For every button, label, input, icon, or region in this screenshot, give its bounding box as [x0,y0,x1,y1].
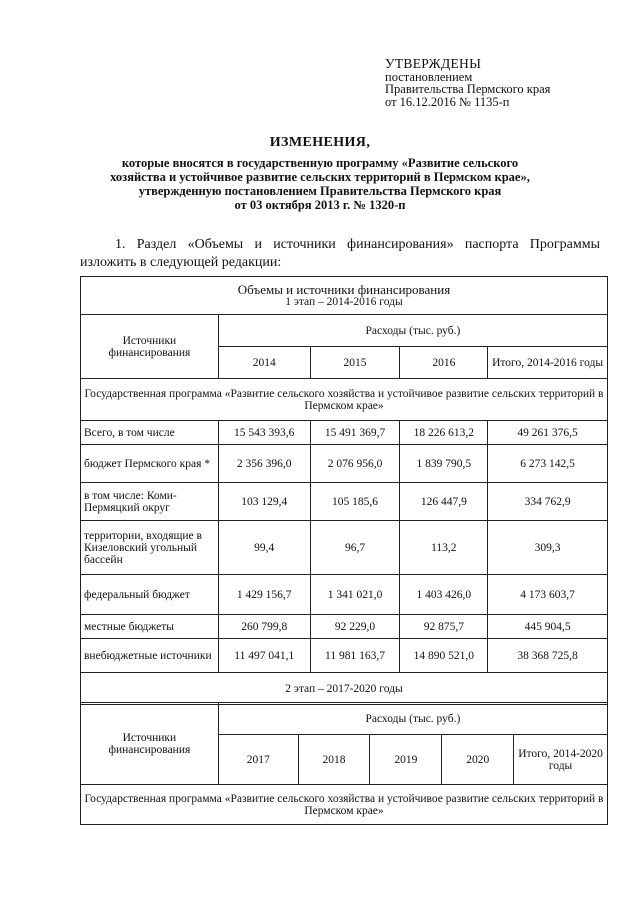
table-cell: 92 229,0 [310,615,400,639]
table-cell: 1 403 426,0 [400,575,488,615]
table-cell: 15 491 369,7 [310,421,400,445]
table-cell: 11 497 041,1 [218,639,310,673]
total-header: Итого, 2014-2020 годы [514,735,608,785]
row-label: бюджет Пермского края * [81,445,219,483]
approval-heading: УТВЕРЖДЕНЫ [385,56,482,71]
stage-label: 2 этап – 2017-2020 годы [81,673,608,705]
table-cell: 15 543 393,6 [218,421,310,445]
expenses-header: Расходы (тыс. руб.) [218,315,607,347]
approval-stamp [385,58,550,108]
approval-line: Правительства Пермского края [385,82,551,96]
table-cell: 260 799,8 [218,615,310,639]
table-cell: 18 226 613,2 [400,421,488,445]
financing-table-stage2 [80,702,608,825]
table-cell: 105 185,6 [310,483,400,521]
table-cell: 11 981 163,7 [310,639,400,673]
year-header: 2018 [298,735,370,785]
year-header: 2016 [400,347,488,379]
year-header: 2019 [370,735,442,785]
total-header: Итого, 2014-2016 годы [488,347,608,379]
table-cell: 92 875,7 [400,615,488,639]
table-cell: 6 273 142,5 [488,445,608,483]
table-cell: 126 447,9 [400,483,488,521]
table-cell: 445 904,5 [488,615,608,639]
table-cell: 1 429 156,7 [218,575,310,615]
year-header: 2017 [218,735,298,785]
stage-label: 1 этап – 2014-2016 годы [285,295,403,308]
approval-line: постановлением [385,69,473,84]
table-cell: 309,3 [488,521,608,575]
table-cell: 4 173 603,7 [488,575,608,615]
table-caption: Объемы и источники финансирования [237,281,451,297]
financing-table-stage1 [80,276,608,705]
row-label: Всего, в том числе [81,421,219,445]
table-cell: 38 368 725,8 [488,639,608,673]
subtitle-line: которые вносятся в государственную программу «Развитие сельского [121,156,519,170]
body-paragraph: 1. Раздел «Объемы и источники финансирования» паспорта Программы изложить в следующей редакции: [80,237,600,270]
program-row: Государственная программа «Развитие сельского хозяйства и устойчивое развитие сельских территорий в Пермском крае» [81,379,608,421]
table-cell: 103 129,4 [218,483,310,521]
table-cell: 1 839 790,5 [400,445,488,483]
program-row: Государственная программа «Развитие сельского хозяйства и устойчивое развитие сельских территорий в Пермском крае» [81,785,608,825]
sources-header: Источники финансирования [81,703,219,785]
table-cell: 96,7 [310,521,400,575]
row-label: внебюджетные источники [81,639,219,673]
table-cell: 2 356 396,0 [218,445,310,483]
year-header: 2015 [310,347,400,379]
table-caption-cell [81,277,608,315]
subtitle-line: утвержденную постановлением Правительства Пермского края [138,184,502,198]
table-cell: 2 076 956,0 [310,445,400,483]
row-label: федеральный бюджет [81,575,219,615]
approval-date: от 16.12.2016 № 1135-п [385,94,510,109]
expenses-header: Расходы (тыс. руб.) [218,703,607,735]
document-title: ИЗМЕНЕНИЯ, [269,135,371,150]
row-label: в том числе: Коми-Пермяцкий округ [81,483,219,521]
table-cell: 49 261 376,5 [488,421,608,445]
row-label: местные бюджеты [81,615,219,639]
subtitle-line: от 03 октября 2013 г. № 1320-п [234,198,406,212]
table-cell: 334 762,9 [488,483,608,521]
table-cell: 14 890 521,0 [400,639,488,673]
year-header: 2020 [442,735,514,785]
year-header: 2014 [218,347,310,379]
row-label: территории, входящие в Кизеловский угольный бассейн [81,521,219,575]
table-cell: 99,4 [218,521,310,575]
sources-header: Источники финансирования [81,315,219,379]
table-cell: 1 341 021,0 [310,575,400,615]
table-cell: 113,2 [400,521,488,575]
subtitle-line: хозяйства и устойчивое развитие сельских территорий в Пермском крае», [110,170,530,184]
document-subtitle [50,156,590,212]
